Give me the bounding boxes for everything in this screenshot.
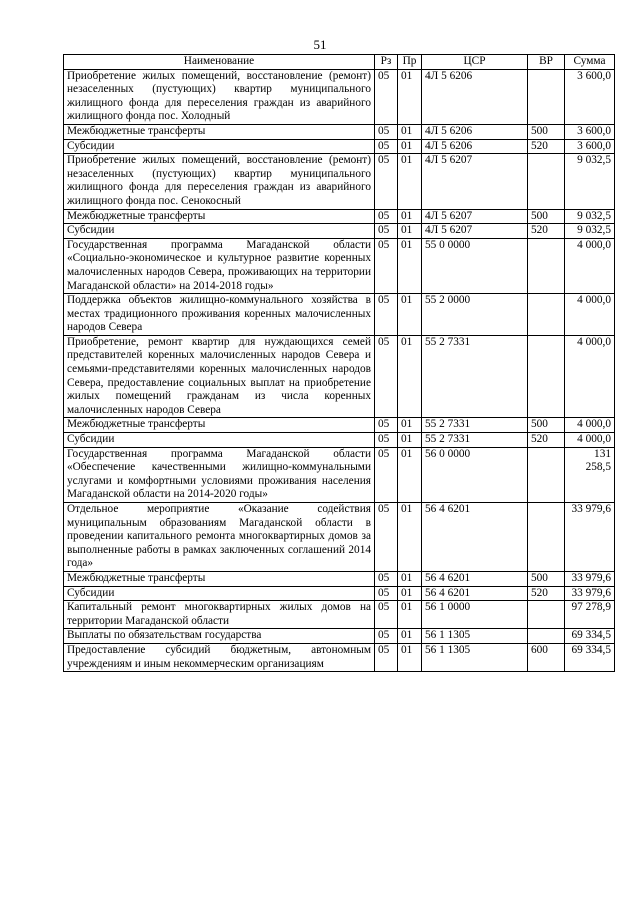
cell-csr: 55 0 0000 (422, 238, 528, 293)
cell-pr: 01 (398, 294, 422, 336)
cell-csr: 56 4 6201 (422, 571, 528, 586)
header-vr: ВР (528, 55, 565, 70)
table-row (64, 69, 615, 124)
cell-csr: 55 2 7331 (422, 418, 528, 433)
cell-csr: 56 1 1305 (422, 643, 528, 671)
cell-sum: 9 032,5 (565, 209, 615, 224)
table-row (64, 139, 615, 154)
cell-sum: 9 032,5 (565, 224, 615, 239)
cell-vr: 600 (528, 643, 565, 671)
cell-vr (528, 294, 565, 336)
table-row (64, 124, 615, 139)
cell-csr: 4Л 5 6207 (422, 209, 528, 224)
table-row (64, 503, 615, 572)
cell-rz: 05 (375, 601, 398, 629)
cell-vr: 520 (528, 586, 565, 601)
cell-vr: 500 (528, 571, 565, 586)
cell-name: Субсидии (64, 224, 375, 239)
table-row (64, 154, 615, 209)
table-row (64, 643, 615, 671)
cell-name: Приобретение жилых помещений, восстановление (ремонт) незаселенных (пустующих) квартир муниципального жилищного фонда для переселения граждан из аварийного жилищного фонда пос. Холодный (64, 69, 375, 124)
cell-name: Субсидии (64, 433, 375, 448)
table-row (64, 224, 615, 239)
cell-name: Межбюджетные трансферты (64, 418, 375, 433)
cell-vr: 500 (528, 418, 565, 433)
cell-name: Предоставление субсидий бюджетным, автономным учреждениям и иным некоммерческим организациям (64, 643, 375, 671)
cell-csr: 56 1 1305 (422, 629, 528, 644)
cell-pr: 01 (398, 224, 422, 239)
cell-pr: 01 (398, 503, 422, 572)
cell-name: Выплаты по обязательствам государства (64, 629, 375, 644)
header-rz: Рз (375, 55, 398, 70)
cell-csr: 56 1 0000 (422, 601, 528, 629)
cell-pr: 01 (398, 238, 422, 293)
cell-sum: 33 979,6 (565, 571, 615, 586)
table-body (64, 69, 615, 672)
cell-name: Межбюджетные трансферты (64, 571, 375, 586)
cell-name: Отдельное мероприятие «Оказание содействия муниципальным образованиям Магаданской области в проведении капитального ремонта многоквартирных домов за выполненные работы в рамках заключенных соглашений 2014 года» (64, 503, 375, 572)
cell-csr: 56 4 6201 (422, 503, 528, 572)
cell-vr (528, 447, 565, 502)
cell-rz: 05 (375, 224, 398, 239)
cell-rz: 05 (375, 139, 398, 154)
cell-csr: 4Л 5 6206 (422, 69, 528, 124)
cell-vr (528, 238, 565, 293)
cell-pr: 01 (398, 69, 422, 124)
cell-pr: 01 (398, 209, 422, 224)
cell-rz: 05 (375, 335, 398, 418)
cell-rz: 05 (375, 447, 398, 502)
cell-vr (528, 335, 565, 418)
table-row (64, 601, 615, 629)
cell-pr: 01 (398, 124, 422, 139)
cell-pr: 01 (398, 643, 422, 671)
cell-rz: 05 (375, 571, 398, 586)
cell-pr: 01 (398, 447, 422, 502)
header-sum: Сумма (565, 55, 615, 70)
cell-name: Поддержка объектов жилищно-коммунального хозяйства в местах традиционного проживания коренных малочисленных народов Севера (64, 294, 375, 336)
cell-rz: 05 (375, 209, 398, 224)
cell-vr: 520 (528, 224, 565, 239)
table-row (64, 418, 615, 433)
cell-rz: 05 (375, 629, 398, 644)
table-row (64, 447, 615, 502)
cell-sum: 3 600,0 (565, 124, 615, 139)
cell-rz: 05 (375, 586, 398, 601)
cell-csr: 56 4 6201 (422, 586, 528, 601)
budget-table (63, 54, 615, 672)
table-row (64, 335, 615, 418)
cell-sum: 3 600,0 (565, 69, 615, 124)
table-row (64, 629, 615, 644)
cell-name: Приобретение жилых помещений, восстановление (ремонт) незаселенных (пустующих) квартир муниципального жилищного фонда для переселения граждан из аварийного жилищного фонда пос. Сенокосный (64, 154, 375, 209)
cell-rz: 05 (375, 294, 398, 336)
cell-vr (528, 601, 565, 629)
cell-vr: 500 (528, 124, 565, 139)
cell-rz: 05 (375, 503, 398, 572)
cell-name: Капитальный ремонт многоквартирных жилых домов на территории Магаданской области (64, 601, 375, 629)
cell-sum: 9 032,5 (565, 154, 615, 209)
cell-rz: 05 (375, 124, 398, 139)
table-row (64, 433, 615, 448)
cell-vr (528, 69, 565, 124)
table-row (64, 238, 615, 293)
cell-csr: 4Л 5 6206 (422, 124, 528, 139)
cell-pr: 01 (398, 139, 422, 154)
cell-csr: 55 2 7331 (422, 433, 528, 448)
page-number: 51 (313, 37, 327, 52)
cell-csr: 56 0 0000 (422, 447, 528, 502)
cell-sum: 3 600,0 (565, 139, 615, 154)
header-csr: ЦСР (422, 55, 528, 70)
cell-csr: 4Л 5 6206 (422, 139, 528, 154)
cell-vr: 520 (528, 433, 565, 448)
cell-sum: 69 334,5 (565, 643, 615, 671)
cell-name: Межбюджетные трансферты (64, 124, 375, 139)
cell-sum: 4 000,0 (565, 335, 615, 418)
cell-csr: 55 2 7331 (422, 335, 528, 418)
cell-name: Межбюджетные трансферты (64, 209, 375, 224)
header-pr: Пр (398, 55, 422, 70)
cell-name: Государственная программа Магаданской области «Социально-экономическое и культурное развитие коренных малочисленных народов Севера, проживающих на территории Магаданской области» на 2014-2018 годы» (64, 238, 375, 293)
cell-pr: 01 (398, 335, 422, 418)
cell-pr: 01 (398, 601, 422, 629)
table-row (64, 294, 615, 336)
cell-rz: 05 (375, 433, 398, 448)
cell-sum: 4 000,0 (565, 433, 615, 448)
cell-vr (528, 503, 565, 572)
cell-rz: 05 (375, 238, 398, 293)
cell-name: Субсидии (64, 139, 375, 154)
cell-pr: 01 (398, 154, 422, 209)
cell-pr: 01 (398, 586, 422, 601)
cell-sum: 4 000,0 (565, 418, 615, 433)
cell-sum: 131 258,5 (565, 447, 615, 502)
cell-pr: 01 (398, 418, 422, 433)
cell-sum: 97 278,9 (565, 601, 615, 629)
cell-vr: 520 (528, 139, 565, 154)
cell-pr: 01 (398, 571, 422, 586)
cell-rz: 05 (375, 154, 398, 209)
table-header-row (64, 55, 615, 70)
cell-rz: 05 (375, 418, 398, 433)
cell-vr (528, 629, 565, 644)
cell-sum: 4 000,0 (565, 238, 615, 293)
cell-sum: 69 334,5 (565, 629, 615, 644)
cell-sum: 4 000,0 (565, 294, 615, 336)
cell-sum: 33 979,6 (565, 503, 615, 572)
table-row (64, 209, 615, 224)
cell-vr (528, 154, 565, 209)
cell-rz: 05 (375, 69, 398, 124)
cell-csr: 4Л 5 6207 (422, 224, 528, 239)
table-row (64, 571, 615, 586)
cell-rz: 05 (375, 643, 398, 671)
cell-csr: 55 2 0000 (422, 294, 528, 336)
cell-name: Субсидии (64, 586, 375, 601)
cell-csr: 4Л 5 6207 (422, 154, 528, 209)
table-row (64, 586, 615, 601)
cell-pr: 01 (398, 433, 422, 448)
cell-name: Государственная программа Магаданской области «Обеспечение качественными жилищно-коммунальными услугами и комфортными условиями проживания населения Магаданской области на 2014-2020 годы» (64, 447, 375, 502)
cell-pr: 01 (398, 629, 422, 644)
cell-vr: 500 (528, 209, 565, 224)
cell-name: Приобретение, ремонт квартир для нуждающихся семей представителей коренных малочисленных народов Севера и семьями-представителями коренных малочисленных народов Севера, предоставление социальных выплат на приобретение жилых помещений гражданам из числа коренных малочисленных народов Севера (64, 335, 375, 418)
header-name: Наименование (64, 55, 375, 70)
cell-sum: 33 979,6 (565, 586, 615, 601)
